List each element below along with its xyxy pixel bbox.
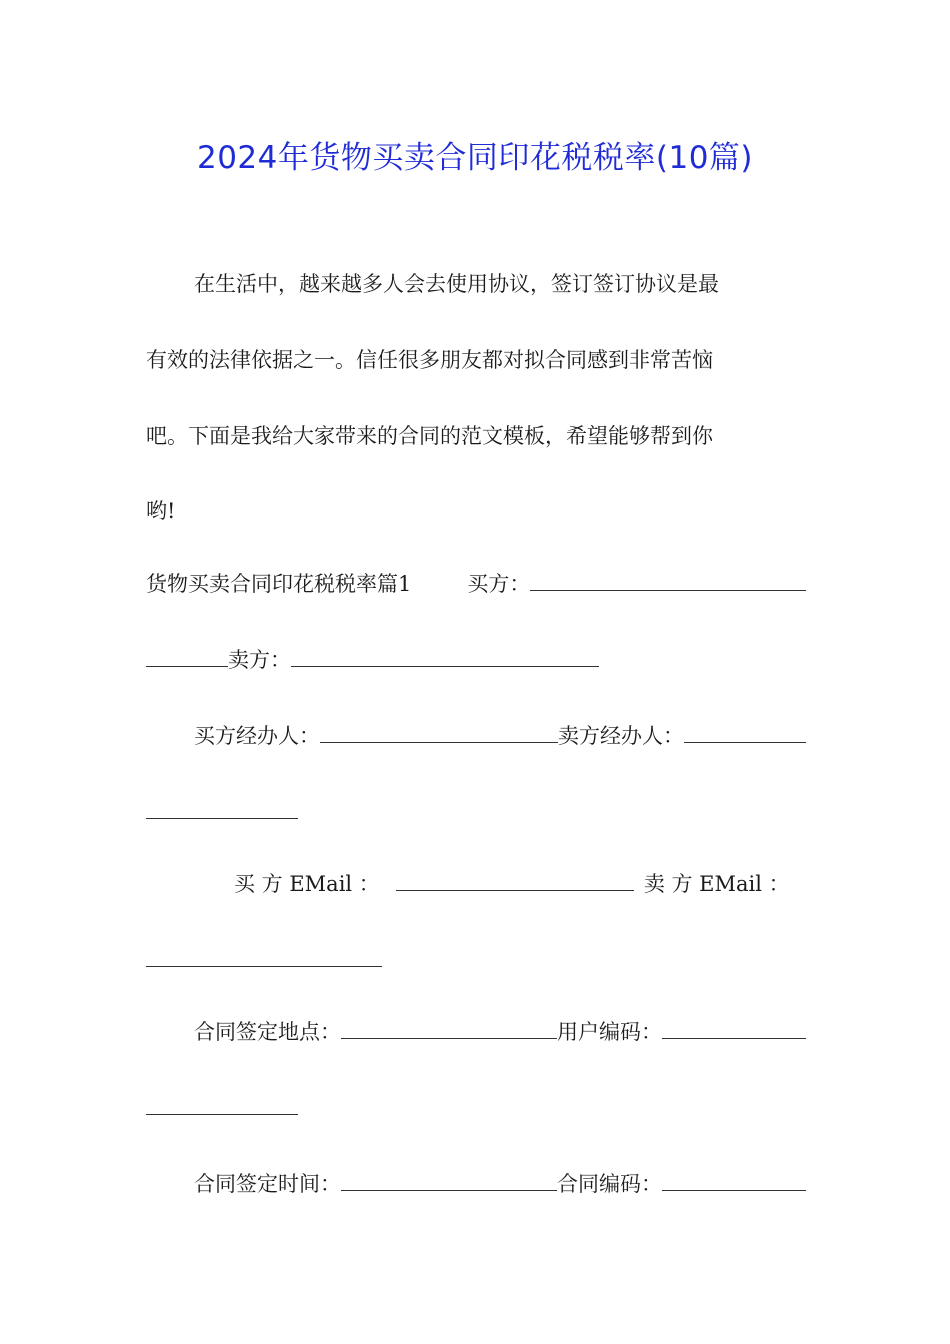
user-code-blank-continued bbox=[146, 1094, 298, 1115]
sign-place-blank bbox=[341, 1018, 557, 1039]
buyer-label: 买方： bbox=[467, 572, 531, 596]
seller-blank bbox=[291, 646, 599, 667]
seller-agent-label: 卖方经办人： bbox=[558, 724, 684, 748]
user-code-label: 用户编码： bbox=[557, 1020, 662, 1044]
section-heading-row bbox=[146, 570, 806, 598]
sign-time-blank bbox=[341, 1170, 557, 1191]
email-row-continued bbox=[146, 946, 806, 974]
place-row bbox=[194, 1018, 806, 1046]
place-row-continued bbox=[146, 1094, 806, 1122]
intro-line-4: 哟! bbox=[146, 499, 176, 523]
agent-row-continued bbox=[146, 798, 806, 826]
seller-email-blank bbox=[146, 946, 382, 967]
seller-row bbox=[146, 646, 806, 674]
buyer-email-label: 买 方 EMail ： bbox=[234, 872, 380, 896]
contract-code-label: 合同编码： bbox=[557, 1172, 662, 1196]
seller-agent-blank-continued bbox=[146, 798, 298, 819]
buyer-blank-continued bbox=[146, 646, 228, 667]
buyer-agent-blank bbox=[320, 722, 558, 743]
seller-agent-blank bbox=[684, 722, 806, 743]
agent-row bbox=[194, 722, 806, 750]
document-title: 2024年货物买卖合同印花税税率(10篇) bbox=[196, 140, 754, 176]
intro-line-3: 吧。下面是我给大家带来的合同的范文模板，希望能够帮到你 bbox=[146, 424, 713, 448]
user-code-blank bbox=[662, 1018, 806, 1039]
sign-place-label: 合同签定地点： bbox=[194, 1020, 341, 1044]
buyer-agent-label: 买方经办人： bbox=[194, 724, 320, 748]
buyer-email-blank bbox=[396, 870, 634, 891]
email-row bbox=[234, 870, 806, 898]
contract-code-blank bbox=[662, 1170, 806, 1191]
buyer-blank bbox=[530, 570, 806, 591]
section-heading: 货物买卖合同印花税税率篇1 bbox=[146, 572, 412, 596]
intro-line-2: 有效的法律依据之一。信任很多朋友都对拟合同感到非常苦恼 bbox=[146, 348, 713, 372]
time-row bbox=[194, 1170, 806, 1198]
intro-line-1: 在生活中，越来越多人会去使用协议，签订签订协议是最 bbox=[194, 272, 719, 296]
sign-time-label: 合同签定时间： bbox=[194, 1172, 341, 1196]
seller-email-label: 卖 方 EMail ： bbox=[643, 872, 790, 896]
seller-label: 卖方： bbox=[228, 648, 291, 672]
